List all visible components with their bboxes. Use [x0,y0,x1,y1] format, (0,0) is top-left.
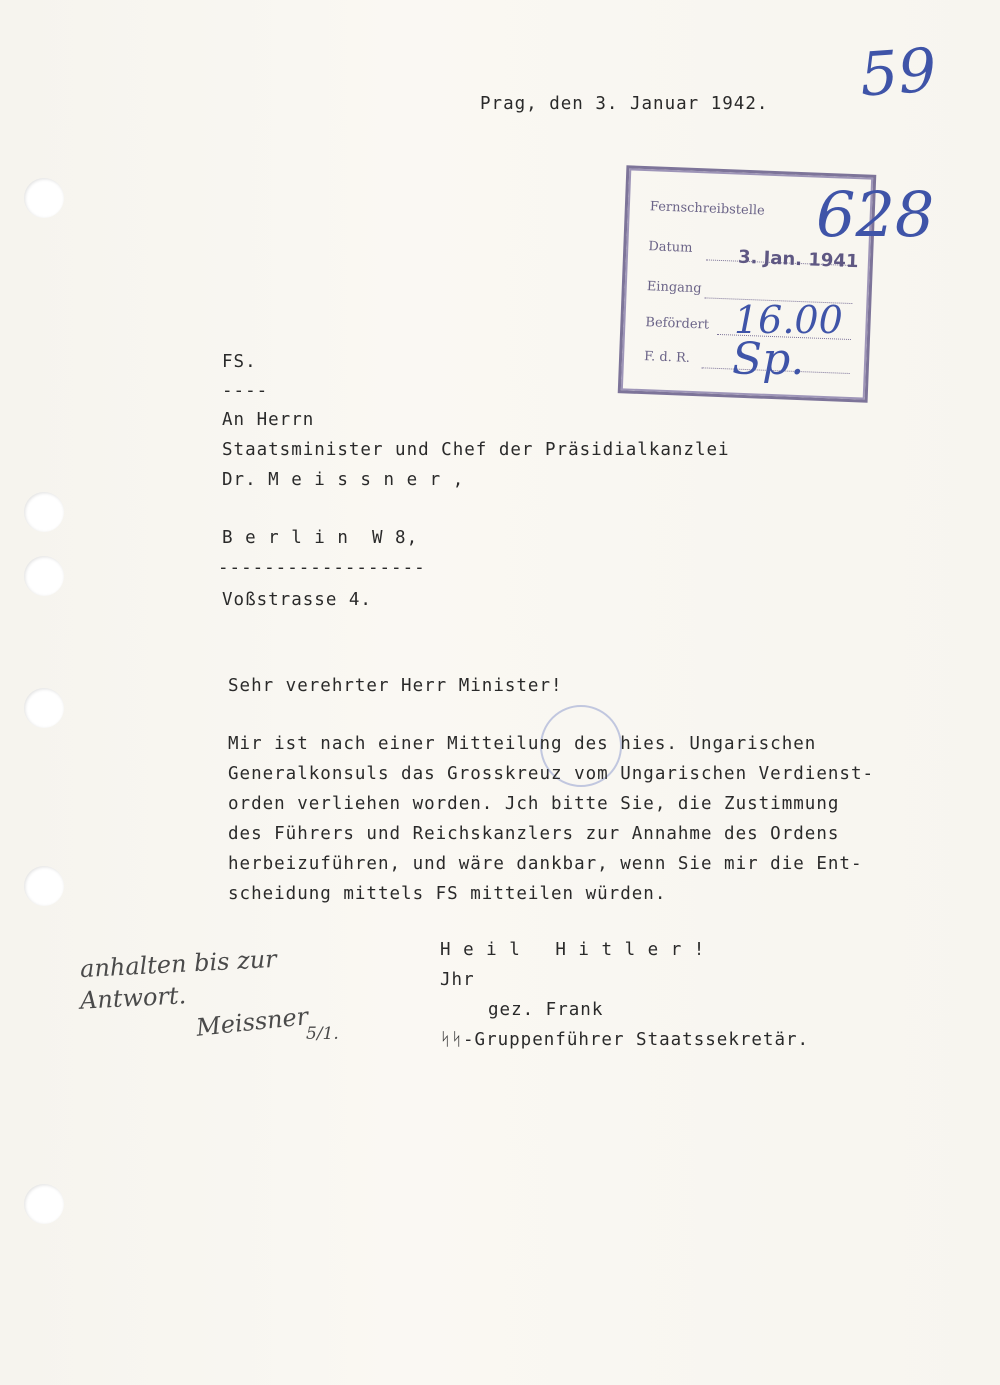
address-city-rule: ------------------ [218,558,426,578]
clerk-initials: Sp. [732,334,805,385]
closing-yours: Jhr [440,970,475,990]
marginal-note-signature: Meissner [194,1002,310,1042]
punch-hole [24,688,64,728]
punch-hole [24,556,64,596]
address-city: B e r l i n W 8, [222,528,419,548]
address-name: Dr. M e i s s n e r , [222,470,465,490]
marginal-note-line2: Antwort. [79,981,187,1015]
punch-hole [24,492,64,532]
closing-salute: H e i l H i t l e r ! [440,940,706,960]
marginal-note-date: 5/1. [306,1024,339,1044]
letter-greeting: Sehr verehrter Herr Minister! [228,676,563,696]
stamp-label-fdr: F. d. R. [643,349,691,366]
stamp-label-befoerdert: Befördert [645,315,710,333]
transmission-rule: ---- [222,381,269,401]
date-line: Prag, den 3. Januar 1942. [480,94,769,114]
address-street: Voßstrasse 4. [222,590,372,610]
punch-hole [24,866,64,906]
body-line: orden verliehen worden. Jch bitte Sie, die Zustimmung [228,794,840,814]
body-line: des Führers und Reichskanzlers zur Annahme des Ordens [228,824,840,844]
stamp-title: Fernschreibstelle [649,199,766,219]
marginal-note-line1: anhalten bis zur [79,944,278,984]
body-line: herbeizuführen, und wäre dankbar, wenn Sie mir die Ent- [228,854,863,874]
transmission-mark: FS. [222,352,257,372]
closing-signed: gez. Frank [488,1000,604,1020]
forwarded-time: 16.00 [734,298,843,342]
folio-number: 59 [857,35,939,111]
entry-number: 628 [816,178,935,251]
punch-hole [24,1184,64,1224]
address-salutation: An Herrn [222,410,315,430]
body-line: scheidung mittels FS mitteilen würden. [228,884,667,904]
closing-rank: ᛋᛋ-Gruppenführer Staatssekretär. [440,1030,810,1050]
stamp-label-datum: Datum [648,239,693,256]
body-line: Generalkonsuls das Grosskreuz vom Ungarischen Verdienst- [228,764,875,784]
stamp-date-value: 3. Jan. 1941 [737,246,859,273]
body-line: Mir ist nach einer Mitteilung des hies. Ungarischen [228,734,817,754]
stamp-label-eingang: Eingang [646,279,702,297]
address-title: Staatsminister und Chef der Präsidialkanzlei [222,440,730,460]
punch-hole [24,178,64,218]
